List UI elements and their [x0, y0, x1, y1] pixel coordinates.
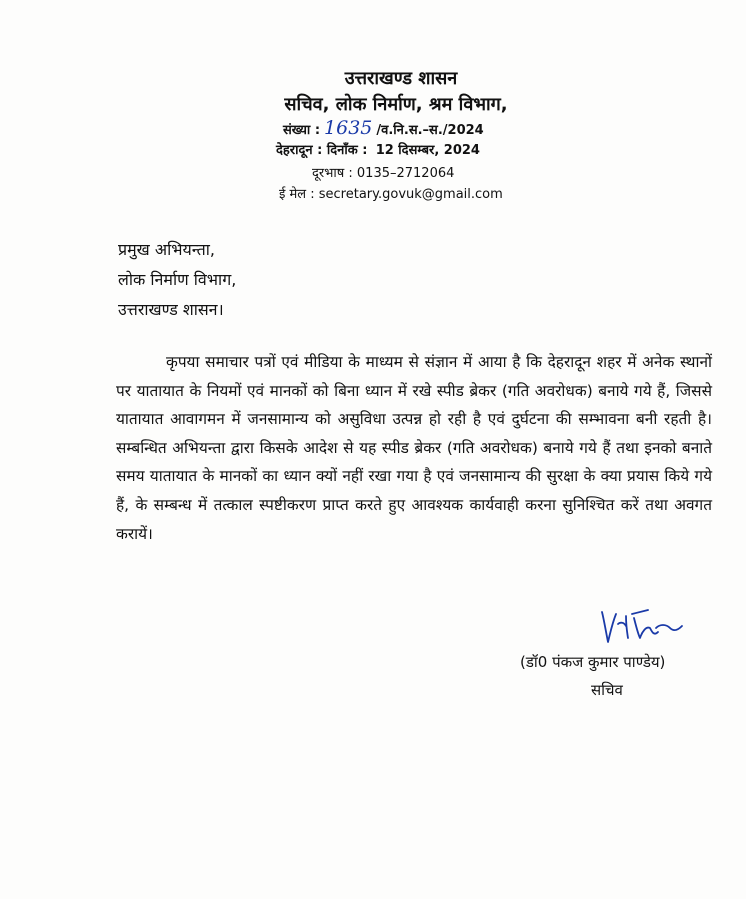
- addressee-government: उत्तराखण्ड शासन।: [118, 300, 224, 319]
- email-line: [279, 184, 503, 202]
- email-label: ई मेल :: [279, 187, 315, 202]
- letter-number-suffix: /व.नि.स.–स./2024: [376, 123, 484, 138]
- letterhead-department: सचिव, लोक निर्माण, श्रम विभाग,: [284, 94, 508, 115]
- phone-line: [312, 163, 454, 181]
- body-paragraph: कृपया समाचार पत्रों एवं मीडिया के माध्यम से संज्ञान में आया है कि देहरादून शहर में अनेक स्थानों पर यातायात के नियमों एवं मानकों को बिना ध्यान में रखे स्पीड ब्रेकर (गति अवरोधक) बनाये गये हैं, जिससे यातायात आवागमन में जनसामान्य को असुविधा उत्पन्न हो रही है एवं दुर्घटना की सम्भावना बनी रहती है। सम्बन्धित अभियन्ता द्वारा किसके आदेश से यह स्पीड ब्रेकर (गति अवरोधक) बनाये गये हैं तथा इनको बनाते समय यातायात के मानकों का ध्यान क्यों नहीं रखा गया है एवं जनसामान्य की सुरक्षा के क्या प्रयास किये गये हैं, के सम्बन्ध में तत्काल स्पष्टीकरण प्राप्त करते हुए आवश्यक कार्यवाही करना सुनिश्चित करें तथा अवगत करायें।: [116, 353, 712, 543]
- addressee-department: लोक निर्माण विभाग,: [118, 270, 237, 289]
- letter-date-line: [276, 140, 480, 158]
- addressee-title: प्रमुख अभियन्ता,: [118, 240, 216, 259]
- letter-date: 12 दिसम्बर, 2024: [375, 143, 480, 158]
- letterhead-government: उत्तराखण्ड शासन: [344, 68, 458, 89]
- letter-number-label: संख्या :: [283, 123, 321, 138]
- signatory-designation: सचिव: [591, 681, 623, 699]
- signatory-name: (डॉ0 पंकज कुमार पाण्डेय): [520, 653, 666, 671]
- phone-label: दूरभाष :: [312, 166, 353, 181]
- place-date-label: देहरादून : दिनाँक :: [276, 143, 368, 158]
- email-address: secretary.govuk@gmail.com: [318, 187, 503, 202]
- letter-number-handwritten: 1635: [324, 117, 373, 139]
- phone-number: 0135–2712064: [356, 166, 455, 181]
- letter-number: [283, 117, 484, 139]
- handwritten-signature: [596, 604, 686, 648]
